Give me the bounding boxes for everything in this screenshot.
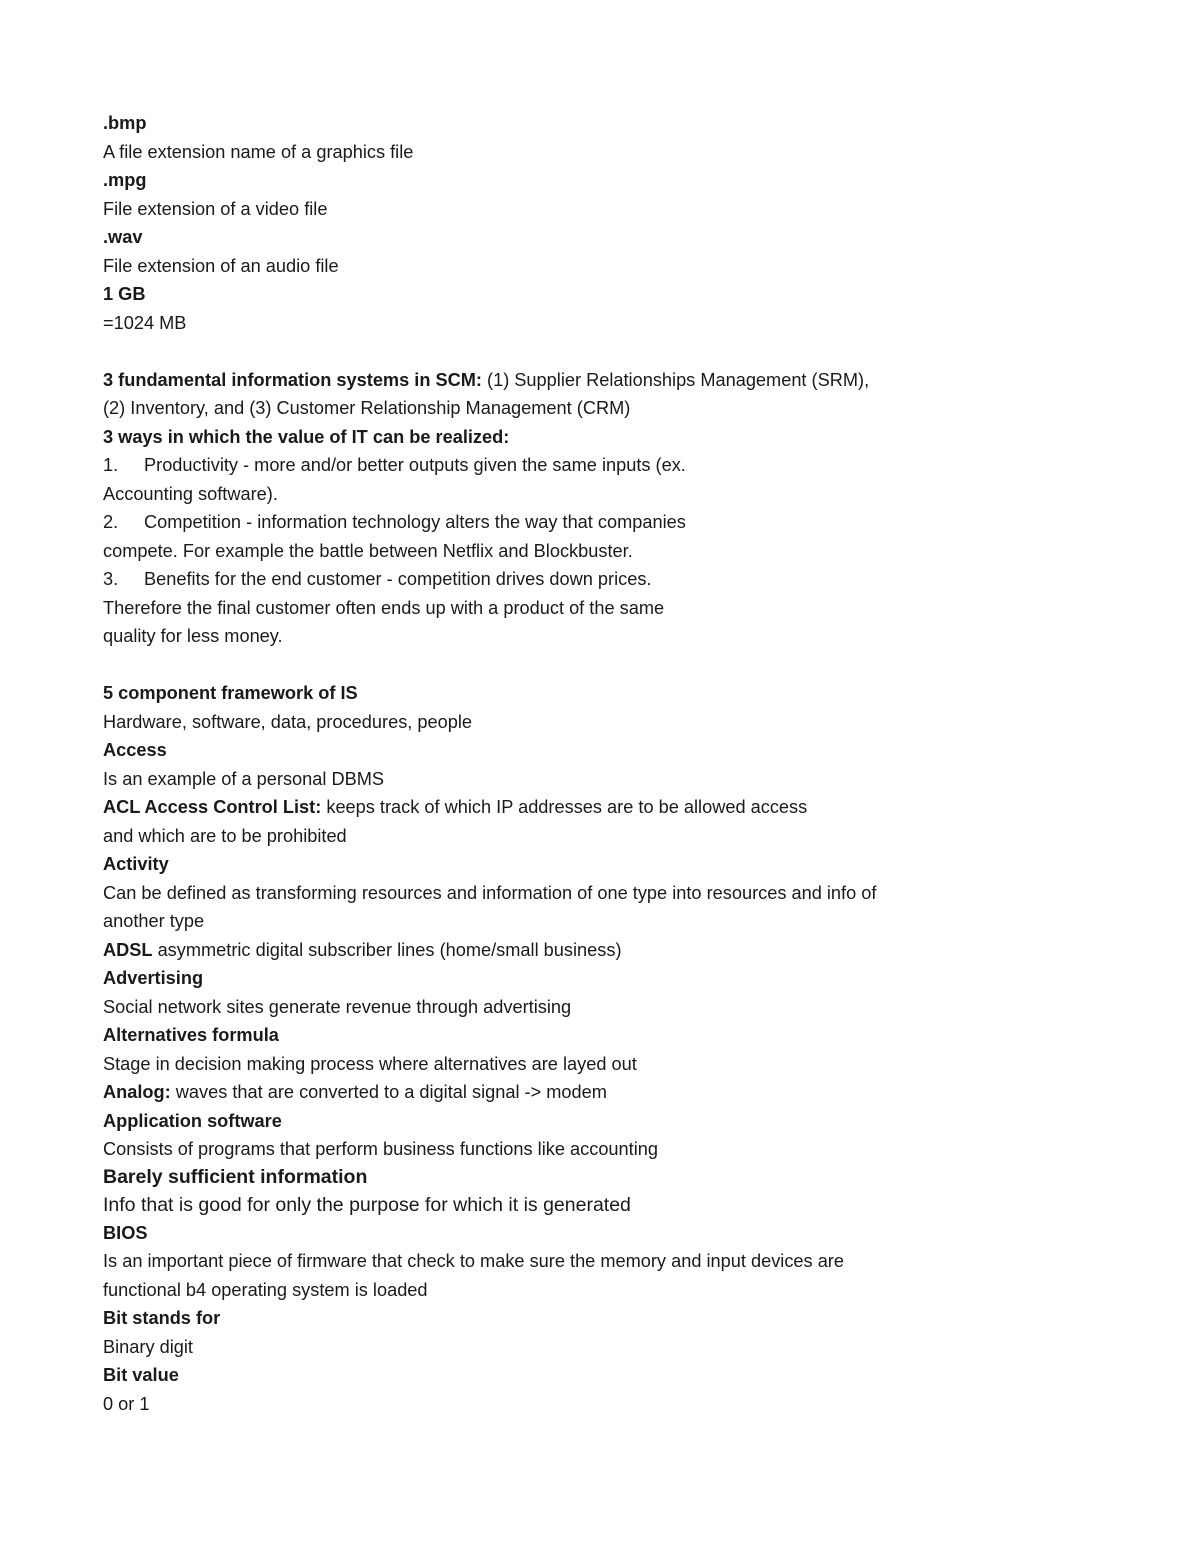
term-bit-value: Bit value bbox=[103, 1365, 179, 1385]
definition-scm-part-1: (1) Supplier Relationships Management (SRM), bbox=[481, 369, 870, 390]
definition-framework: Hardware, software, data, procedures, people bbox=[103, 711, 473, 732]
blank-line bbox=[103, 651, 1103, 680]
definition-bmp: A file extension name of a graphics file bbox=[103, 141, 414, 162]
definition-wav: File extension of an audio file bbox=[103, 255, 339, 276]
definition-mpg: File extension of a video file bbox=[103, 198, 328, 219]
analog-line bbox=[103, 1078, 1103, 1107]
definition-acl-part-1: keeps track of which IP addresses are to be allowed access bbox=[321, 797, 808, 817]
term-it-value: 3 ways in which the value of IT can be realized: bbox=[103, 426, 510, 447]
term-advertising: Advertising bbox=[103, 968, 204, 988]
definition-acl-part-2: and which are to be prohibited bbox=[103, 825, 347, 846]
definition-scm-part-2: (2) Inventory, and (3) Customer Relationship Management (CRM) bbox=[103, 398, 631, 418]
term-acl: ACL Access Control List: bbox=[103, 797, 322, 817]
definition-activity-part-1: Can be defined as transforming resources and information of one type into resources and info of bbox=[103, 882, 877, 903]
definition-barely-sufficient: Info that is good for only the purpose for which it is generated bbox=[103, 1193, 631, 1216]
list-item-2 bbox=[103, 508, 1103, 537]
definition-application-software: Consists of programs that perform business functions like accounting bbox=[103, 1139, 658, 1159]
definition-alternatives: Stage in decision making process where alternatives are layed out bbox=[103, 1053, 637, 1074]
definition-bit-value: 0 or 1 bbox=[103, 1393, 150, 1414]
definition-advertising: Social network sites generate revenue through advertising bbox=[103, 996, 572, 1017]
term-scm: 3 fundamental information systems in SCM: bbox=[103, 369, 482, 390]
term-activity: Activity bbox=[103, 854, 169, 874]
term-1gb: 1 GB bbox=[103, 284, 146, 304]
list-item-1 bbox=[103, 451, 1103, 480]
list-number: 2. bbox=[103, 512, 119, 532]
list-item-text: Productivity - more and/or better outputs given the same inputs (ex. bbox=[144, 455, 686, 475]
list-item-text: Benefits for the end customer - competition drives down prices. bbox=[144, 569, 652, 589]
blank-line bbox=[103, 337, 1103, 366]
term-bmp: .bmp bbox=[103, 113, 147, 133]
term-bios: BIOS bbox=[103, 1222, 148, 1243]
list-item-continuation: Accounting software). bbox=[103, 483, 278, 504]
list-item-continuation: Therefore the final customer often ends up with a product of the same bbox=[103, 597, 665, 618]
adsl-line bbox=[103, 936, 1103, 965]
term-adsl: ADSL bbox=[103, 939, 153, 960]
term-mpg: .mpg bbox=[103, 170, 147, 190]
definition-bios-part-1: Is an important piece of firmware that check to make sure the memory and input devices are bbox=[103, 1251, 844, 1271]
list-number: 3. bbox=[103, 569, 119, 589]
glossary-content bbox=[103, 109, 1103, 1418]
term-analog: Analog: bbox=[103, 1082, 171, 1102]
term-access: Access bbox=[103, 740, 167, 760]
list-item-continuation: compete. For example the battle between Netflix and Blockbuster. bbox=[103, 540, 633, 561]
term-bit-stands-for: Bit stands for bbox=[103, 1308, 221, 1328]
list-item-text: Competition - information technology alters the way that companies bbox=[144, 512, 686, 532]
term-application-software: Application software bbox=[103, 1110, 282, 1131]
definition-access: Is an example of a personal DBMS bbox=[103, 768, 385, 789]
definition-bit-stands-for: Binary digit bbox=[103, 1336, 193, 1357]
term-barely-sufficient: Barely sufficient information bbox=[103, 1165, 368, 1188]
scm-line-1 bbox=[103, 366, 1103, 395]
definition-1gb: =1024 MB bbox=[103, 312, 187, 333]
definition-bios-part-2: functional b4 operating system is loaded bbox=[103, 1279, 428, 1300]
term-wav: .wav bbox=[103, 227, 143, 247]
definition-adsl: asymmetric digital subscriber lines (home/small business) bbox=[152, 939, 622, 960]
definition-analog: waves that are converted to a digital signal -> modem bbox=[170, 1082, 607, 1102]
term-framework: 5 component framework of IS bbox=[103, 683, 358, 703]
acl-line-1 bbox=[103, 793, 1103, 822]
list-item-continuation: quality for less money. bbox=[103, 626, 283, 646]
list-item-3 bbox=[103, 565, 1103, 594]
term-alternatives: Alternatives formula bbox=[103, 1025, 279, 1045]
list-number: 1. bbox=[103, 455, 119, 475]
definition-activity-part-2: another type bbox=[103, 911, 205, 931]
